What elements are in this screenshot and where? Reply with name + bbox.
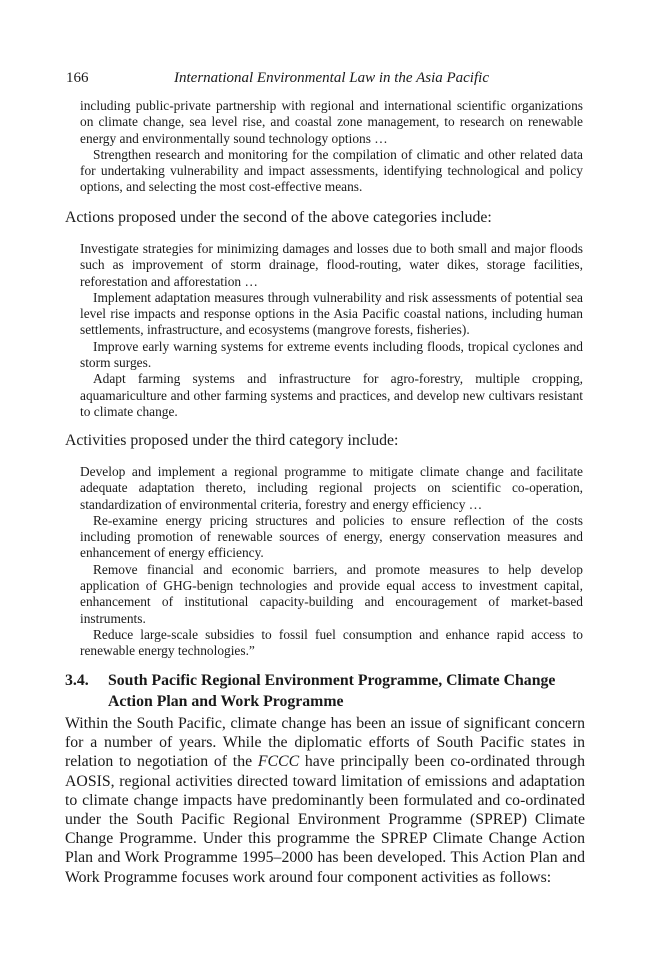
section-heading (65, 670, 585, 712)
quote-paragraph: Investigate strategies for minimizing damages and losses due to both small and major floods such as improvement of storm drainage, flood-routing, water dikes, storage facilities, reforestation and afforestation … (80, 241, 583, 289)
running-header (66, 70, 586, 92)
quote-paragraph: Improve early warning systems for extreme events including floods, tropical cyclones and storm surges. (80, 338, 583, 371)
block-quote-1 (80, 98, 583, 196)
block-quote-3 (80, 464, 583, 660)
lead-in-text: Activities proposed under the third category include: (65, 432, 399, 449)
quote-paragraph: Reduce large-scale subsidies to fossil fuel consumption and enhance rapid access to renewable energy technologies.” (80, 626, 583, 659)
quote-paragraph: Re-examine energy pricing structures and policies to ensure reflection of the costs including promotion of renewable sources of energy, energy conservation measures and enhancement of energy efficiency. (80, 512, 583, 561)
fccc-abbreviation: FCCC (257, 753, 300, 771)
body-paragraph (65, 714, 585, 887)
quote-paragraph: Develop and implement a regional programme to mitigate climate change and facilitate adequate adaptation thereto, including regional projects on scientific co-operation, standardization of environmental criteria, forestry and energy efficiency … (80, 464, 583, 512)
section-title: South Pacific Regional Environment Programme, Climate Change Action Plan and Work Programme (108, 672, 556, 710)
quote-paragraph: Implement adaptation measures through vulnerability and risk assessments of potential sea level rise impacts and response options in the Asia Pacific coastal nations, including human settlements, infrastructure, and ecosystems (mangrove forests, fisheries). (80, 289, 583, 338)
body-text: Within the South Pacific, climate change has been an issue of significant concern for a number of years. While the diplomatic efforts of South Pacific states in relation to negotiation of the (65, 715, 585, 771)
quote-paragraph: including public-private partnership with regional and international scientific organizations on climate change, sea level rise, and coastal zone management, to research on renewable energy and environmentally sound technology options … (80, 98, 583, 146)
lead-in-text: Actions proposed under the second of the above categories include: (65, 209, 492, 226)
section-number: 3.4. (65, 672, 89, 689)
block-quote-2 (80, 241, 583, 420)
page-number: 166 (66, 70, 89, 86)
body-text: have principally been co-ordinated through AOSIS, regional activities directed toward limitation of emissions and adaptation to climate change impacts have predominantly been formulated and co-ordinated under the South Pacific Regional Environment Programme (SPREP) Climate Change Programme. Under this programme the SPREP Climate Change Action Plan and Work Programme 1995–2000 has been developed. This Action Plan and Work Programme focuses work around four component activities as follows: (65, 753, 585, 886)
quote-paragraph: Remove financial and economic barriers, and promote measures to help develop application of GHG-benign technologies and provide equal access to investment capital, enhancement of institutional capacity-building and encouragement of market-based instruments. (80, 561, 583, 626)
running-title: International Environmental Law in the Asia Pacific (174, 70, 489, 86)
quote-paragraph: Strengthen research and monitoring for the compilation of climatic and other related data for undertaking vulnerability and impact assessments, identifying technological and policy options, and selecting the most cost-effective means. (80, 146, 583, 195)
quote-paragraph: Adapt farming systems and infrastructure for agro-forestry, multiple cropping, aquamariculture and other farming systems and practices, and develop new cultivars resistant to climate change. (80, 371, 583, 419)
